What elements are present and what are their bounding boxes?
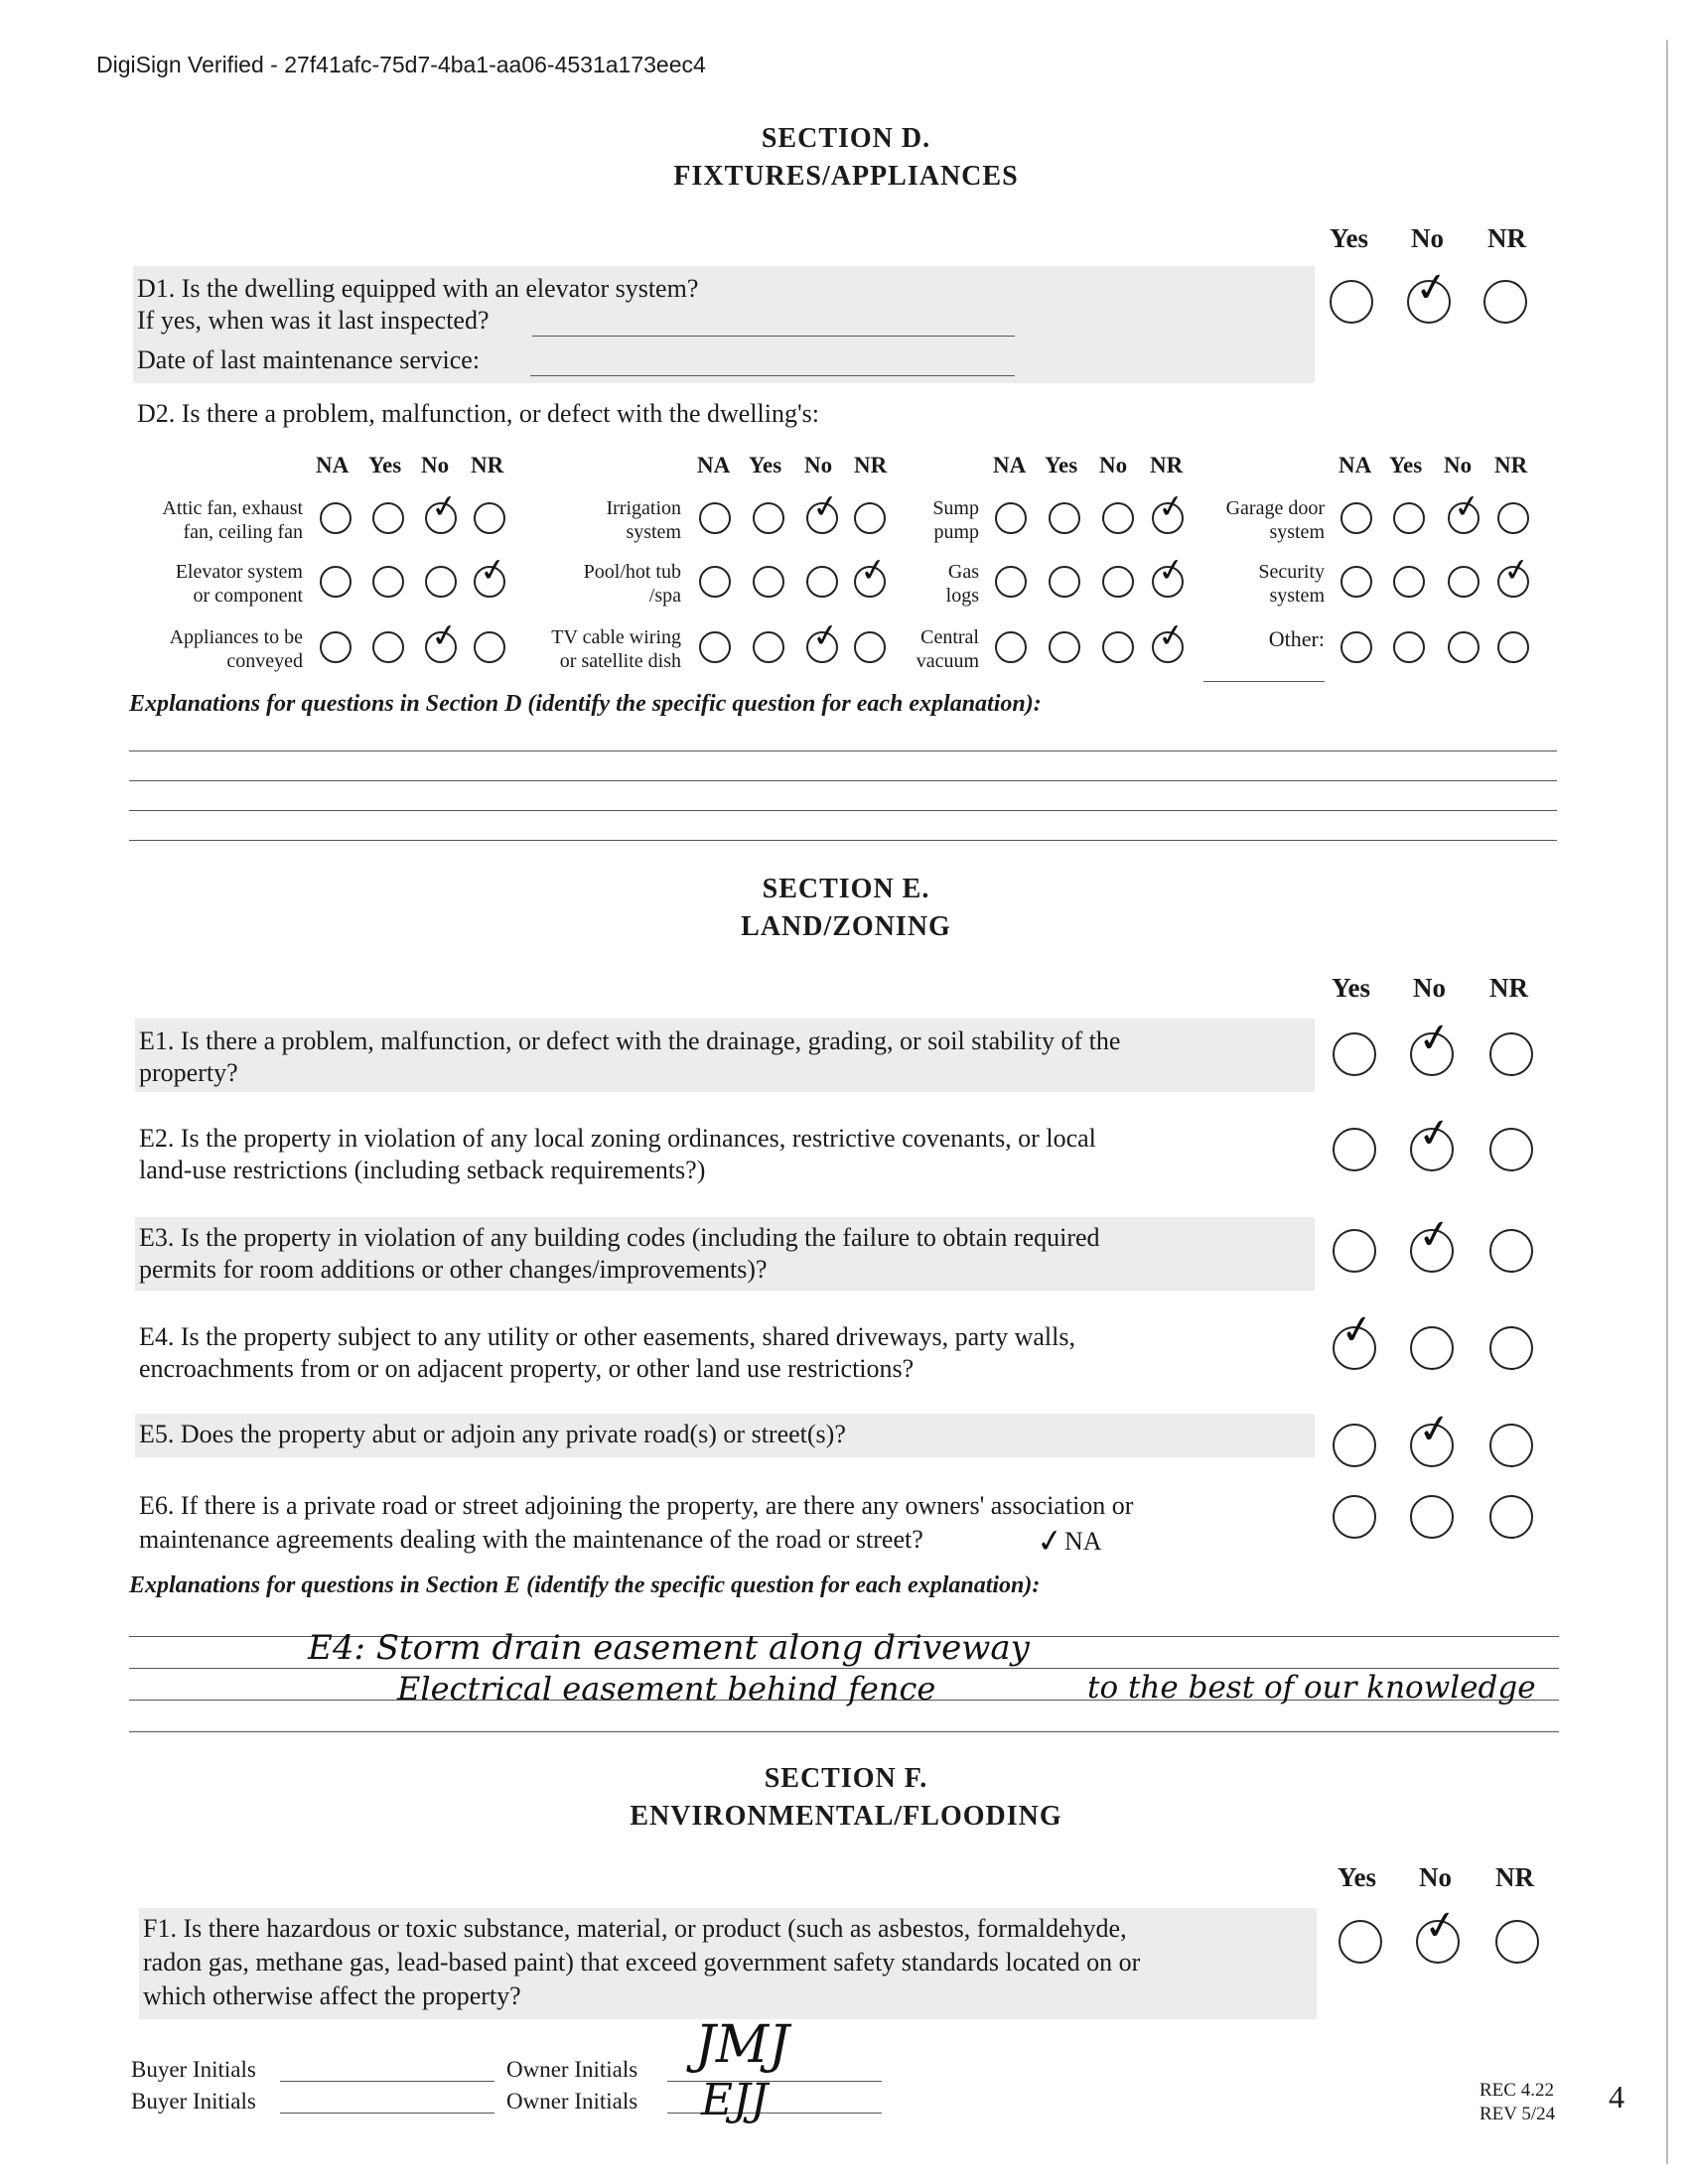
- d2-attic-label-line2: fan, ceiling fan: [183, 521, 303, 543]
- d2-other-nr-radio[interactable]: [1497, 631, 1529, 663]
- d2-security-na-radio[interactable]: [1340, 566, 1372, 598]
- d2-gas-no-radio[interactable]: [1102, 566, 1134, 598]
- d1-maintenance-label: Date of last maintenance service:: [137, 345, 481, 374]
- d2-tv-na-radio[interactable]: [699, 631, 731, 663]
- d2-elevator-label-line2: or component: [193, 585, 303, 607]
- d2-vacuum-label-line2: vacuum: [916, 650, 979, 672]
- d2-other-label: [1192, 627, 1325, 651]
- owner-initials-signature-2: EJJ: [701, 2075, 769, 2125]
- d2-appliances-label-line1: Appliances to be: [169, 626, 303, 648]
- d2-irrigation-na-radio[interactable]: [699, 502, 731, 534]
- d2-appliances-checkmark-icon: ✓: [428, 614, 461, 656]
- scan-edge-line: [1666, 40, 1668, 2164]
- d2-gas-label-line1: Gas: [947, 561, 979, 583]
- e1-question-line1: E1. Is there a problem, malfunction, or defect with the drainage, grading, or soil stability of the: [139, 1026, 1121, 1055]
- d2-question: D2. Is there a problem, malfunction, or defect with the dwelling's:: [137, 399, 819, 428]
- f-col-nr-header: NR: [1495, 1862, 1534, 1892]
- e1-checkmark-icon: ✓: [1414, 1013, 1455, 1064]
- section-e-subtitle: LAND/ZONING: [741, 911, 951, 942]
- section-d-explanation-line-2[interactable]: [129, 780, 1557, 781]
- d2-sump-label-line2: pump: [933, 521, 979, 543]
- d2-col-no-2: No: [804, 453, 833, 478]
- d2-other-na-radio[interactable]: [1340, 631, 1372, 663]
- d2-gas-yes-radio[interactable]: [1049, 566, 1080, 598]
- d2-pool-label-line2: /spa: [648, 585, 681, 607]
- e3-yes-radio[interactable]: [1333, 1229, 1376, 1273]
- d2-gas-na-radio[interactable]: [995, 566, 1027, 598]
- e4-question-line2: encroachments from or on adjacent property, or other land use restrictions?: [139, 1354, 915, 1383]
- d2-col-yes-3: Yes: [1045, 453, 1078, 478]
- e-col-yes-header: Yes: [1332, 973, 1370, 1003]
- d2-elevator-na-radio[interactable]: [320, 566, 352, 598]
- d2-sump-checkmark-icon: ✓: [1155, 485, 1188, 527]
- d2-garage-checkmark-icon: ✓: [1451, 485, 1483, 527]
- buyer-initials-line-2[interactable]: [280, 2113, 494, 2114]
- section-d-explanations-label: Explanations for questions in Section D (identify the specific question for each explanation):: [129, 691, 1042, 717]
- e2-question-line2: land-use restrictions (including setback requirements?): [139, 1156, 706, 1184]
- section-d-explanation-line-4[interactable]: [129, 840, 1557, 841]
- e6-question-line2: maintenance agreements dealing with the maintenance of the road or street?: [139, 1525, 923, 1554]
- d2-pool-label-line1: Pool/hot tub: [583, 561, 681, 583]
- d2-security-label-line1: Security: [1258, 561, 1325, 583]
- e1-question-line2: property?: [139, 1058, 238, 1087]
- e4-no-radio[interactable]: [1410, 1326, 1454, 1370]
- d2-col-na-4: NA: [1339, 453, 1372, 478]
- e1-yes-radio[interactable]: [1333, 1032, 1376, 1076]
- d2-attic-nr-radio[interactable]: [474, 502, 505, 534]
- d2-appliances-nr-radio[interactable]: [474, 631, 505, 663]
- e6-nr-radio[interactable]: [1489, 1495, 1533, 1539]
- d1-yes-radio[interactable]: [1330, 280, 1373, 324]
- e5-nr-radio[interactable]: [1489, 1424, 1533, 1467]
- d2-col-yes-4: Yes: [1389, 453, 1423, 478]
- d2-security-label: [1192, 560, 1325, 608]
- d2-attic-checkmark-icon: ✓: [428, 485, 461, 527]
- d2-appliances-na-radio[interactable]: [320, 631, 352, 663]
- buyer-initials-label-1: Buyer Initials: [131, 2057, 256, 2082]
- form-revision: REV 5/24: [1480, 2104, 1556, 2124]
- f1-question-line1: F1. Is there hazardous or toxic substance, material, or product (such as asbestos, formaldehyde,: [143, 1914, 1127, 1943]
- buyer-initials-label-2: Buyer Initials: [131, 2089, 256, 2114]
- e3-question-line2: permits for room additions or other changes/improvements)?: [139, 1255, 768, 1284]
- page-number: 4: [1609, 2079, 1624, 2115]
- owner-initials-label-2: Owner Initials: [506, 2089, 638, 2114]
- d2-tv-label-line2: or satellite dish: [559, 650, 681, 672]
- e6-no-radio[interactable]: [1410, 1495, 1454, 1539]
- e2-checkmark-icon: ✓: [1414, 1108, 1455, 1160]
- d2-vacuum-na-radio[interactable]: [995, 631, 1027, 663]
- d2-vacuum-label-line1: Central: [920, 626, 979, 648]
- f1-yes-radio[interactable]: [1339, 1920, 1382, 1964]
- e2-nr-radio[interactable]: [1489, 1128, 1533, 1171]
- d2-sump-no-radio[interactable]: [1102, 502, 1134, 534]
- d2-appliances-yes-radio[interactable]: [372, 631, 404, 663]
- d1-inspected-line[interactable]: [532, 336, 1015, 337]
- e3-checkmark-icon: ✓: [1414, 1209, 1455, 1261]
- d2-security-no-radio[interactable]: [1448, 566, 1480, 598]
- d2-garage-yes-radio[interactable]: [1393, 502, 1425, 534]
- d2-vacuum-label: [874, 625, 979, 673]
- d2-garage-na-radio[interactable]: [1340, 502, 1372, 534]
- d2-elevator-checkmark-icon: ✓: [477, 549, 509, 591]
- col-nr-header: NR: [1487, 223, 1526, 253]
- d1-question: D1. Is the dwelling equipped with an elevator system?: [137, 274, 699, 303]
- section-e-explanation-line-2[interactable]: [129, 1668, 1559, 1669]
- section-f-title: SECTION F.: [764, 1763, 928, 1794]
- e5-question: E5. Does the property abut or adjoin any private road(s) or street(s)?: [139, 1420, 846, 1448]
- d2-gas-label: [874, 560, 979, 608]
- e6-yes-radio[interactable]: [1333, 1495, 1376, 1539]
- d2-col-yes-1: Yes: [368, 453, 402, 478]
- d2-elevator-label: [99, 560, 303, 608]
- e-col-nr-header: NR: [1489, 973, 1528, 1003]
- d2-attic-na-radio[interactable]: [320, 502, 352, 534]
- d2-col-no-3: No: [1099, 453, 1128, 478]
- f1-question-line2: radon gas, methane gas, lead-based paint) that exceed government safety standards located on or: [143, 1948, 1141, 1977]
- f1-nr-radio[interactable]: [1495, 1920, 1539, 1964]
- d2-garage-label-line1: Garage door: [1225, 497, 1325, 519]
- d2-pool-checkmark-icon: ✓: [857, 549, 890, 591]
- digisign-verification: DigiSign Verified - 27f41afc-75d7-4ba1-aa06-4531a173eec4: [96, 52, 706, 77]
- d2-garage-label-line2: system: [1269, 521, 1325, 543]
- d2-col-nr-3: NR: [1150, 453, 1184, 478]
- d2-col-yes-2: Yes: [749, 453, 782, 478]
- d2-irrigation-label: [496, 496, 681, 544]
- d2-garage-nr-radio[interactable]: [1497, 502, 1529, 534]
- section-d-subtitle: FIXTURES/APPLIANCES: [673, 161, 1019, 192]
- d2-irrigation-label-line2: system: [626, 521, 681, 543]
- e6-na-label[interactable]: NA: [1064, 1527, 1102, 1556]
- d2-security-checkmark-icon: ✓: [1500, 549, 1533, 591]
- d2-pool-no-radio[interactable]: [806, 566, 838, 598]
- d2-col-na-2: NA: [697, 453, 731, 478]
- d2-elevator-label-line1: Elevator system: [175, 561, 303, 583]
- e2-question-line1: E2. Is the property in violation of any local zoning ordinances, restrictive covenants, or local: [139, 1124, 1096, 1153]
- d2-tv-label: [496, 625, 681, 673]
- f-col-yes-header: Yes: [1338, 1862, 1376, 1892]
- e4-question-line1: E4. Is the property subject to any utility or other easements, shared driveways, party walls,: [139, 1322, 1075, 1351]
- d2-vacuum-no-radio[interactable]: [1102, 631, 1134, 663]
- buyer-initials-line-1[interactable]: [280, 2081, 494, 2082]
- d2-security-label-line2: system: [1269, 585, 1325, 607]
- d2-elevator-no-radio[interactable]: [425, 566, 457, 598]
- d2-pool-yes-radio[interactable]: [753, 566, 784, 598]
- d2-other-no-radio[interactable]: [1448, 631, 1480, 663]
- section-e-explanations-label: Explanations for questions in Section E (identify the specific question for each explanation):: [129, 1572, 1041, 1598]
- e3-question-line1: E3. Is the property in violation of any building codes (including the failure to obtain required: [139, 1223, 1100, 1252]
- d2-appliances-label-line2: conveyed: [226, 650, 303, 672]
- e5-checkmark-icon: ✓: [1414, 1404, 1455, 1455]
- d2-appliances-label: [99, 625, 303, 673]
- owner-initials-signature-1: JMJ: [695, 2015, 789, 2075]
- d2-sump-na-radio[interactable]: [995, 502, 1027, 534]
- e-col-no-header: No: [1413, 973, 1446, 1003]
- d2-vacuum-checkmark-icon: ✓: [1155, 614, 1188, 656]
- d2-gas-checkmark-icon: ✓: [1155, 549, 1188, 591]
- owner-initials-label-1: Owner Initials: [506, 2057, 638, 2082]
- d1-checkmark-icon: ✓: [1411, 262, 1452, 314]
- f-col-no-header: No: [1419, 1862, 1452, 1892]
- d2-col-nr-1: NR: [471, 453, 504, 478]
- f1-checkmark-icon: ✓: [1420, 1900, 1461, 1952]
- d2-irrigation-nr-radio[interactable]: [854, 502, 886, 534]
- f1-question-line3: which otherwise affect the property?: [143, 1981, 521, 2010]
- d2-col-na-3: NA: [993, 453, 1027, 478]
- d2-irrigation-yes-radio[interactable]: [753, 502, 784, 534]
- d2-attic-label-line1: Attic fan, exhaust: [162, 497, 303, 519]
- e4-handwritten-explanation-2: Electrical easement behind fence: [397, 1670, 936, 1707]
- d2-tv-label-line1: TV cable wiring: [551, 626, 681, 648]
- e4-handwritten-explanation-1: E4: Storm drain easement along driveway: [308, 1628, 1030, 1668]
- d2-irrigation-label-line1: Irrigation: [606, 497, 681, 519]
- d2-garage-label: [1192, 496, 1325, 544]
- e2-yes-radio[interactable]: [1333, 1128, 1376, 1171]
- d2-other-line[interactable]: [1203, 681, 1325, 682]
- d2-irrigation-checkmark-icon: ✓: [809, 485, 842, 527]
- d2-vacuum-yes-radio[interactable]: [1049, 631, 1080, 663]
- section-d-explanation-line-3[interactable]: [129, 810, 1557, 811]
- owner-initials-line-2[interactable]: [667, 2113, 882, 2114]
- d2-attic-label: [99, 496, 303, 544]
- form-code: REC 4.22: [1480, 2080, 1554, 2101]
- d2-other-yes-radio[interactable]: [1393, 631, 1425, 663]
- d2-sump-label: [874, 496, 979, 544]
- section-f-subtitle: ENVIRONMENTAL/FLOODING: [630, 1801, 1062, 1832]
- d2-tv-nr-radio[interactable]: [854, 631, 886, 663]
- owner-initials-line-1[interactable]: [667, 2081, 882, 2082]
- col-yes-header: Yes: [1330, 223, 1368, 253]
- e5-yes-radio[interactable]: [1333, 1424, 1376, 1467]
- section-d-title: SECTION D.: [761, 123, 931, 154]
- d2-col-no-4: No: [1444, 453, 1473, 478]
- e4-nr-radio[interactable]: [1489, 1326, 1533, 1370]
- d2-other-label-line1: Other:: [1268, 626, 1325, 651]
- e6-question-line1: E6. If there is a private road or street adjoining the property, are there any owners' association or: [139, 1491, 1134, 1520]
- section-e-explanation-line-4[interactable]: [129, 1731, 1559, 1732]
- d1-nr-radio[interactable]: [1483, 280, 1527, 324]
- d2-elevator-yes-radio[interactable]: [372, 566, 404, 598]
- d2-col-na-1: NA: [316, 453, 350, 478]
- e4-checkmark-icon: ✓: [1337, 1304, 1377, 1356]
- d2-col-nr-2: NR: [854, 453, 888, 478]
- d2-security-yes-radio[interactable]: [1393, 566, 1425, 598]
- e1-nr-radio[interactable]: [1489, 1032, 1533, 1076]
- d2-pool-na-radio[interactable]: [699, 566, 731, 598]
- d2-sump-label-line1: Sump: [932, 497, 979, 519]
- d2-tv-checkmark-icon: ✓: [809, 614, 842, 656]
- d1-maintenance-line[interactable]: [530, 375, 1015, 376]
- d2-sump-yes-radio[interactable]: [1049, 502, 1080, 534]
- e6-na-checkmark-icon: ✓: [1034, 1520, 1066, 1562]
- d2-pool-label: [496, 560, 681, 608]
- section-e-title: SECTION E.: [762, 874, 930, 904]
- d2-col-nr-4: NR: [1494, 453, 1528, 478]
- d2-tv-yes-radio[interactable]: [753, 631, 784, 663]
- d2-col-no-1: No: [421, 453, 450, 478]
- d2-gas-label-line2: logs: [945, 585, 979, 607]
- d1-inspected-label: If yes, when was it last inspected?: [137, 306, 490, 335]
- d2-attic-yes-radio[interactable]: [372, 502, 404, 534]
- col-no-header: No: [1411, 223, 1444, 253]
- e3-nr-radio[interactable]: [1489, 1229, 1533, 1273]
- e4-handwritten-explanation-3: to the best of our knowledge: [1087, 1670, 1536, 1706]
